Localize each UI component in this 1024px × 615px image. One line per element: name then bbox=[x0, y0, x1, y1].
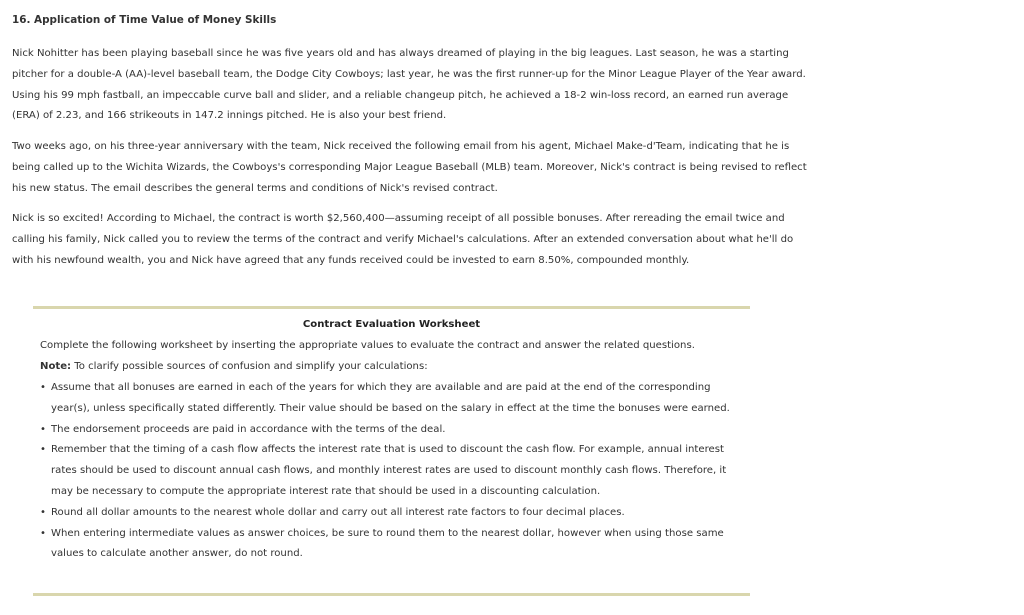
worksheet-instructions: Complete the following worksheet by inserting the appropriate values to evaluate the contract and answer the related questions. bbox=[40, 340, 695, 351]
bullet-icon: • bbox=[40, 444, 46, 456]
intro-paragraph-3: Nick is so excited! According to Michael, the contract is worth $2,560,400—assuming receipt of all possible bonuses. After rereading the email twice and calling his family, Nick called you to review the terms of the contract and verify Michael's calculations. After an extended conversation about what he'll do with his newfound wealth, you and Nick have agreed that any funds received could be invested to earn 8.50%, compounded monthly. bbox=[12, 213, 794, 266]
bullet-icon: • bbox=[40, 382, 46, 393]
list-item-text: Assume that all bonuses are earned in each of the years for which they are available and are paid at the end of the corresponding year(s), unless specifically stated differently. Their value should be based on the salary in effect at the time the bonuses were earned. bbox=[51, 382, 730, 414]
intro-paragraph-1: Nick Nohitter has been playing baseball since he was five years old and has always dreamed of playing in the big leagues. Last season, he was a starting pitcher for a double-A (AA)-level baseball team, the Dodge City Cowboys; last year, he was the first runner-up for the Minor League Player of the Year award. Using his 99 mph fastball, an impeccable curve ball and slider, and a reliable changeup pitch, he achieved a 18-2 win-loss record, an earned run average (ERA) of 2.23, and 166 strikeouts in 147.2 innings pitched. He is also your best friend. bbox=[12, 48, 806, 122]
worksheet-note bbox=[40, 357, 740, 378]
list-item bbox=[40, 524, 740, 566]
bullet-icon: • bbox=[40, 527, 46, 539]
bullet-icon: • bbox=[40, 506, 46, 518]
worksheet-bottom-divider bbox=[33, 593, 750, 596]
problem-title: 16. Application of Time Value of Money Skills bbox=[12, 14, 277, 26]
note-label: Note: bbox=[40, 361, 72, 372]
bullet-icon: • bbox=[40, 423, 46, 435]
list-item-text: Round all dollar amounts to the nearest whole dollar and carry out all interest rate factors to four decimal places. bbox=[51, 506, 625, 518]
list-item-text: Remember that the timing of a cash flow affects the interest rate that is used to discount the cash flow. For example, annual interest rates should be used to discount annual cash flows, and monthly interest rates are used to discount monthly cash flows. Therefore, it may be necessary to compute the appropriate interest rate that should be used in a discounting calculation. bbox=[51, 444, 727, 497]
worksheet-top-divider bbox=[33, 306, 750, 309]
list-item bbox=[40, 503, 740, 524]
list-item bbox=[40, 440, 740, 502]
list-item-text: The endorsement proceeds are paid in accordance with the terms of the deal. bbox=[51, 423, 446, 435]
intro-paragraph-2: Two weeks ago, on his three-year anniversary with the team, Nick received the following email from his agent, Michael Make-d'Team, indicating that he is being called up to the Wichita Wizards, the Cowboys's corresponding Major League Baseball (MLB) team. Moreover, Nick's contract is being revised to reflect his new status. The email describes the general terms and conditions of Nick's revised contract. bbox=[12, 141, 807, 194]
list-item bbox=[40, 420, 740, 441]
list-item-text: When entering intermediate values as answer choices, be sure to round them to the nearest dollar, however when using those same values to calculate another answer, do not round. bbox=[51, 527, 724, 560]
note-text: To clarify possible sources of confusion and simplify your calculations: bbox=[71, 361, 428, 372]
list-item bbox=[40, 378, 740, 420]
worksheet-assumptions-list bbox=[40, 378, 740, 565]
worksheet-title: Contract Evaluation Worksheet bbox=[302, 319, 481, 330]
